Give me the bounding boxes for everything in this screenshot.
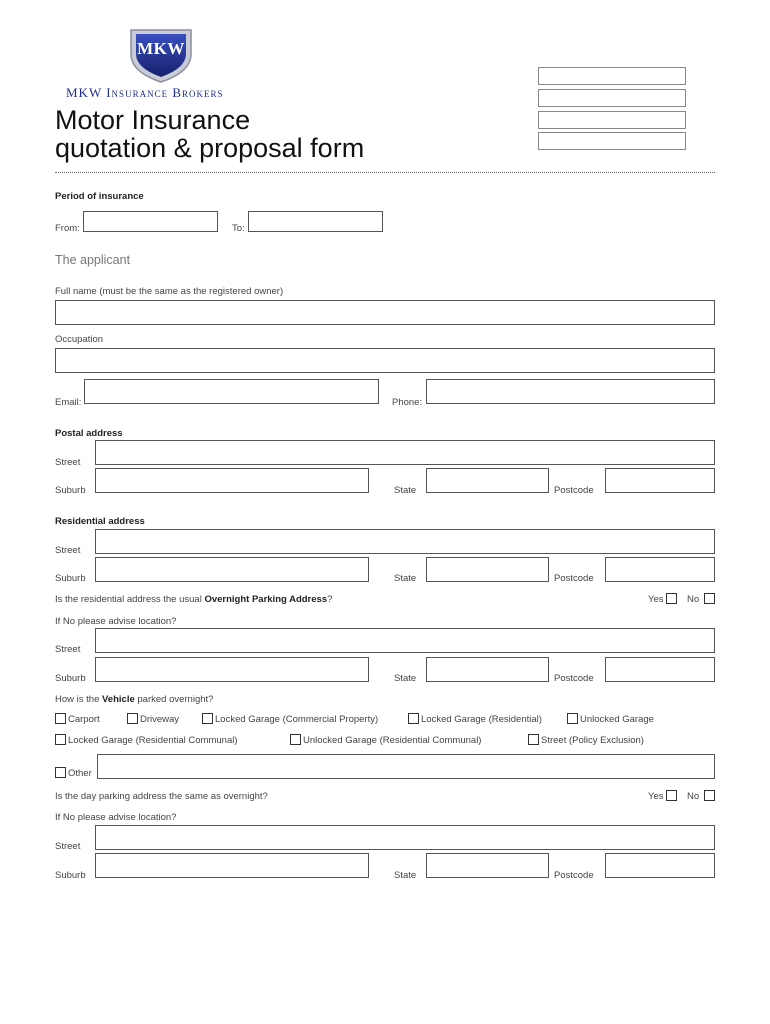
alt-state-input[interactable] [426, 657, 549, 682]
header-divider [55, 172, 715, 173]
res-suburb-input[interactable] [95, 557, 369, 582]
alt-postcode-label: Postcode [554, 673, 594, 684]
period-to-input[interactable] [248, 211, 383, 232]
overnight-yes-checkbox[interactable] [666, 593, 677, 604]
postal-heading: Postal address [55, 428, 123, 439]
driveway-label: Driveway [140, 714, 180, 725]
res-suburb-label: Suburb [55, 573, 86, 584]
locked-garage-residential-label: Locked Garage (Residential) [421, 714, 542, 725]
vehicle-question-suffix: parked overnight? [134, 694, 214, 705]
residential-heading: Residential address [55, 516, 145, 527]
street-label: Street (Policy Exclusion) [541, 735, 644, 746]
day-yes-label: Yes [648, 791, 664, 802]
postal-street-label: Street [55, 457, 81, 468]
vehicle-question-bold: Vehicle [102, 694, 135, 705]
office-use-field-4[interactable] [538, 132, 686, 150]
alt-state-label: State [394, 673, 417, 684]
phone-label: Phone: [392, 397, 423, 408]
res-street-label: Street [55, 545, 81, 556]
brand-name: MKW Insurance Brokers [66, 85, 224, 100]
res-state-input[interactable] [426, 557, 549, 582]
to-label: To: [232, 223, 245, 234]
postal-postcode-label: Postcode [554, 485, 594, 496]
office-use-field-3[interactable] [538, 111, 686, 129]
postal-postcode-input[interactable] [605, 468, 715, 493]
vehicle-parking-question [55, 694, 213, 706]
full-name-input[interactable] [55, 300, 715, 325]
res-street-input[interactable] [95, 529, 715, 554]
day-postcode-label: Postcode [554, 870, 594, 881]
alt-suburb-label: Suburb [55, 673, 86, 684]
office-use-field-2[interactable] [538, 89, 686, 107]
day-state-input[interactable] [426, 853, 549, 878]
logo-text: MKW [137, 39, 185, 58]
email-input[interactable] [84, 379, 379, 404]
locked-garage-commercial-label: Locked Garage (Commercial Property) [215, 714, 379, 725]
day-yes-checkbox[interactable] [666, 790, 677, 801]
day-street-input[interactable] [95, 825, 715, 850]
alt-location-label: If No please advise location? [55, 616, 177, 627]
unlocked-garage-communal-checkbox[interactable] [290, 734, 301, 745]
from-label: From: [55, 223, 80, 234]
alt-street-label: Street [55, 644, 81, 655]
email-label: Email: [55, 397, 82, 408]
alt-postcode-input[interactable] [605, 657, 715, 682]
day-alt-label: If No please advise location? [55, 812, 177, 823]
period-from-input[interactable] [83, 211, 218, 232]
vehicle-question-prefix: How is the [55, 694, 102, 705]
applicant-heading: The applicant [55, 253, 131, 267]
res-postcode-label: Postcode [554, 573, 594, 584]
day-street-label: Street [55, 841, 81, 852]
other-label: Other [68, 768, 92, 779]
day-no-checkbox[interactable] [704, 790, 715, 801]
unlocked-garage-checkbox[interactable] [567, 713, 578, 724]
locked-garage-communal-label: Locked Garage (Residential Communal) [68, 735, 238, 746]
res-state-label: State [394, 573, 417, 584]
occupation-input[interactable] [55, 348, 715, 373]
postal-state-label: State [394, 485, 417, 496]
carport-label: Carport [68, 714, 100, 725]
other-input[interactable] [97, 754, 715, 779]
day-state-label: State [394, 870, 417, 881]
overnight-question [55, 594, 332, 606]
locked-garage-communal-checkbox[interactable] [55, 734, 66, 745]
carport-checkbox[interactable] [55, 713, 66, 724]
phone-input[interactable] [426, 379, 715, 404]
postal-suburb-label: Suburb [55, 485, 86, 496]
day-suburb-input[interactable] [95, 853, 369, 878]
unlocked-garage-communal-label: Unlocked Garage (Residential Communal) [303, 735, 482, 746]
locked-garage-residential-checkbox[interactable] [408, 713, 419, 724]
locked-garage-commercial-checkbox[interactable] [202, 713, 213, 724]
period-heading: Period of insurance [55, 191, 144, 202]
full-name-label: Full name (must be the same as the registered owner) [55, 286, 284, 297]
street-checkbox[interactable] [528, 734, 539, 745]
alt-suburb-input[interactable] [95, 657, 369, 682]
postal-street-input[interactable] [95, 440, 715, 465]
overnight-question-suffix: ? [327, 594, 333, 605]
office-use-field-1[interactable] [538, 67, 686, 85]
form-title-line2: quotation & proposal form [55, 133, 365, 163]
unlocked-garage-label: Unlocked Garage [580, 714, 654, 725]
overnight-question-prefix: Is the residential address the usual [55, 594, 205, 605]
postal-suburb-input[interactable] [95, 468, 369, 493]
other-checkbox[interactable] [55, 767, 66, 778]
occupation-label: Occupation [55, 334, 104, 345]
overnight-no-label: No [687, 594, 700, 605]
alt-street-input[interactable] [95, 628, 715, 653]
overnight-yes-label: Yes [648, 594, 664, 605]
day-no-label: No [687, 791, 700, 802]
driveway-checkbox[interactable] [127, 713, 138, 724]
overnight-no-checkbox[interactable] [704, 593, 715, 604]
day-postcode-input[interactable] [605, 853, 715, 878]
day-parking-question: Is the day parking address the same as overnight? [55, 791, 268, 802]
postal-state-input[interactable] [426, 468, 549, 493]
day-suburb-label: Suburb [55, 870, 86, 881]
res-postcode-input[interactable] [605, 557, 715, 582]
form-title-line1: Motor Insurance [55, 105, 251, 135]
overnight-question-bold: Overnight Parking Address [204, 594, 328, 605]
